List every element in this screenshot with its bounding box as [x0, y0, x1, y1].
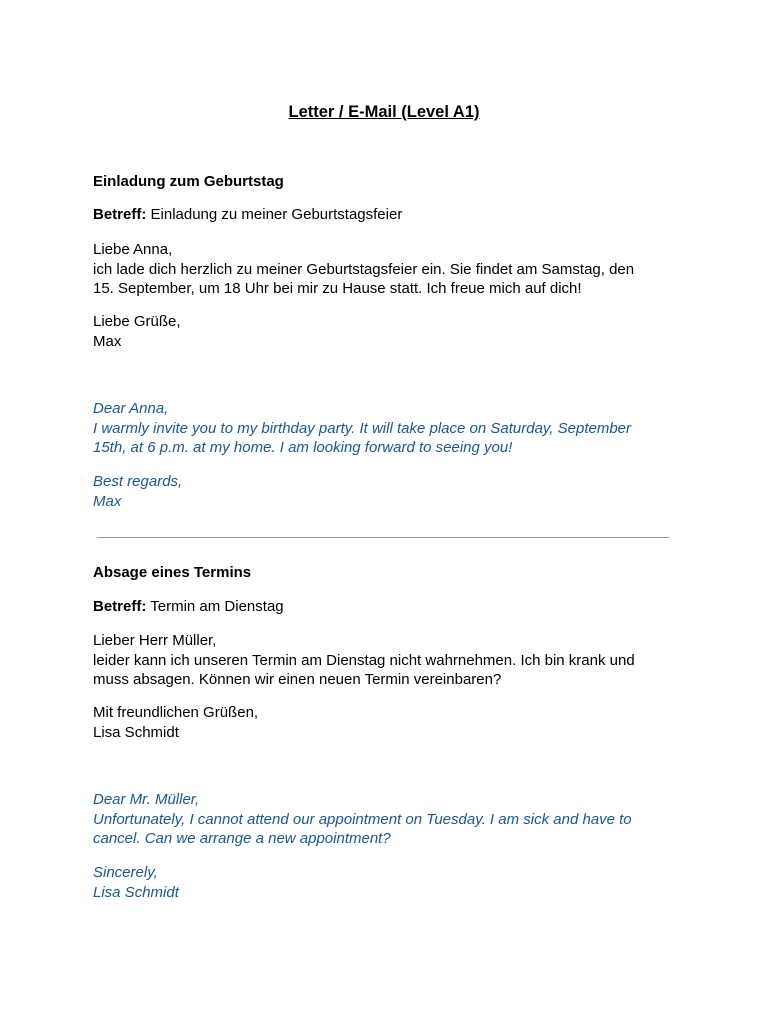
letter-2-translation-line: Unfortunately, I cannot attend our appointment on Tuesday. I am sick and have to [93, 810, 632, 828]
letter-1-signature: Max [93, 332, 122, 350]
letter-2-body-line: leider kann ich unseren Termin am Dienstag nicht wahrnehmen. Ich bin krank und [93, 651, 635, 669]
letter-1-translation-line: 15th, at 6 p.m. at my home. I am looking forward to seeing you! [93, 439, 513, 456]
letter-1-body-line: 15. September, um 18 Uhr bei mir zu Hause statt. Ich freue mich auf dich! [93, 280, 582, 297]
letter-2-closing-block [93, 703, 673, 742]
letter-1-heading: Einladung zum Geburtstag [93, 173, 284, 190]
letter-2-closing: Mit freundlichen Grüßen, [93, 704, 259, 721]
letter-1-closing-block [93, 312, 673, 351]
letter-2-salutation: Lieber Herr Müller, [93, 632, 217, 649]
letter-2-translation-salutation: Dear Mr. Müller, [93, 791, 200, 808]
letter-1-translation-line: I warmly invite you to my birthday party. It will take place on Saturday, September [93, 419, 632, 437]
letter-2-translation-closing-block [93, 863, 673, 902]
letter-1-body [93, 240, 673, 299]
letter-1-subject-text: Einladung zu meiner Geburtstagsfeier [150, 206, 403, 223]
letter-2-subject-label: Betreff: [93, 598, 147, 615]
letter-1-translation-body [93, 399, 673, 458]
letter-1-subject-label: Betreff: [93, 206, 147, 223]
letter-2-subject [93, 597, 673, 617]
letter-2-body [93, 631, 673, 690]
letter-2-subject-text: Termin am Dienstag [150, 598, 284, 615]
letter-1-subject [93, 205, 673, 225]
letter-1-salutation: Liebe Anna, [93, 241, 173, 258]
document-title: Letter / E-Mail (Level A1) [288, 103, 480, 121]
letter-2-translation-line: cancel. Can we arrange a new appointment? [93, 830, 391, 847]
letter-1-translation-closing: Best regards, [93, 473, 183, 490]
section-divider [97, 537, 669, 538]
letter-2-heading: Absage eines Termins [93, 564, 252, 581]
letter-2-translation-closing: Sincerely, [93, 864, 158, 881]
letter-1-body-line: ich lade dich herzlich zu meiner Geburtstagsfeier ein. Sie findet am Samstag, den [93, 260, 635, 278]
letter-1-closing: Liebe Grüße, [93, 313, 181, 330]
letter-2-signature: Lisa Schmidt [93, 723, 179, 741]
letter-2-translation-signature: Lisa Schmidt [93, 883, 179, 901]
letter-1-translation-salutation: Dear Anna, [93, 400, 169, 417]
letter-1-translation-closing-block [93, 472, 673, 511]
letter-2-translation-body [93, 790, 673, 849]
letter-2-body-line: muss absagen. Können wir einen neuen Termin vereinbaren? [93, 671, 502, 688]
letter-1-translation-signature: Max [93, 492, 122, 510]
